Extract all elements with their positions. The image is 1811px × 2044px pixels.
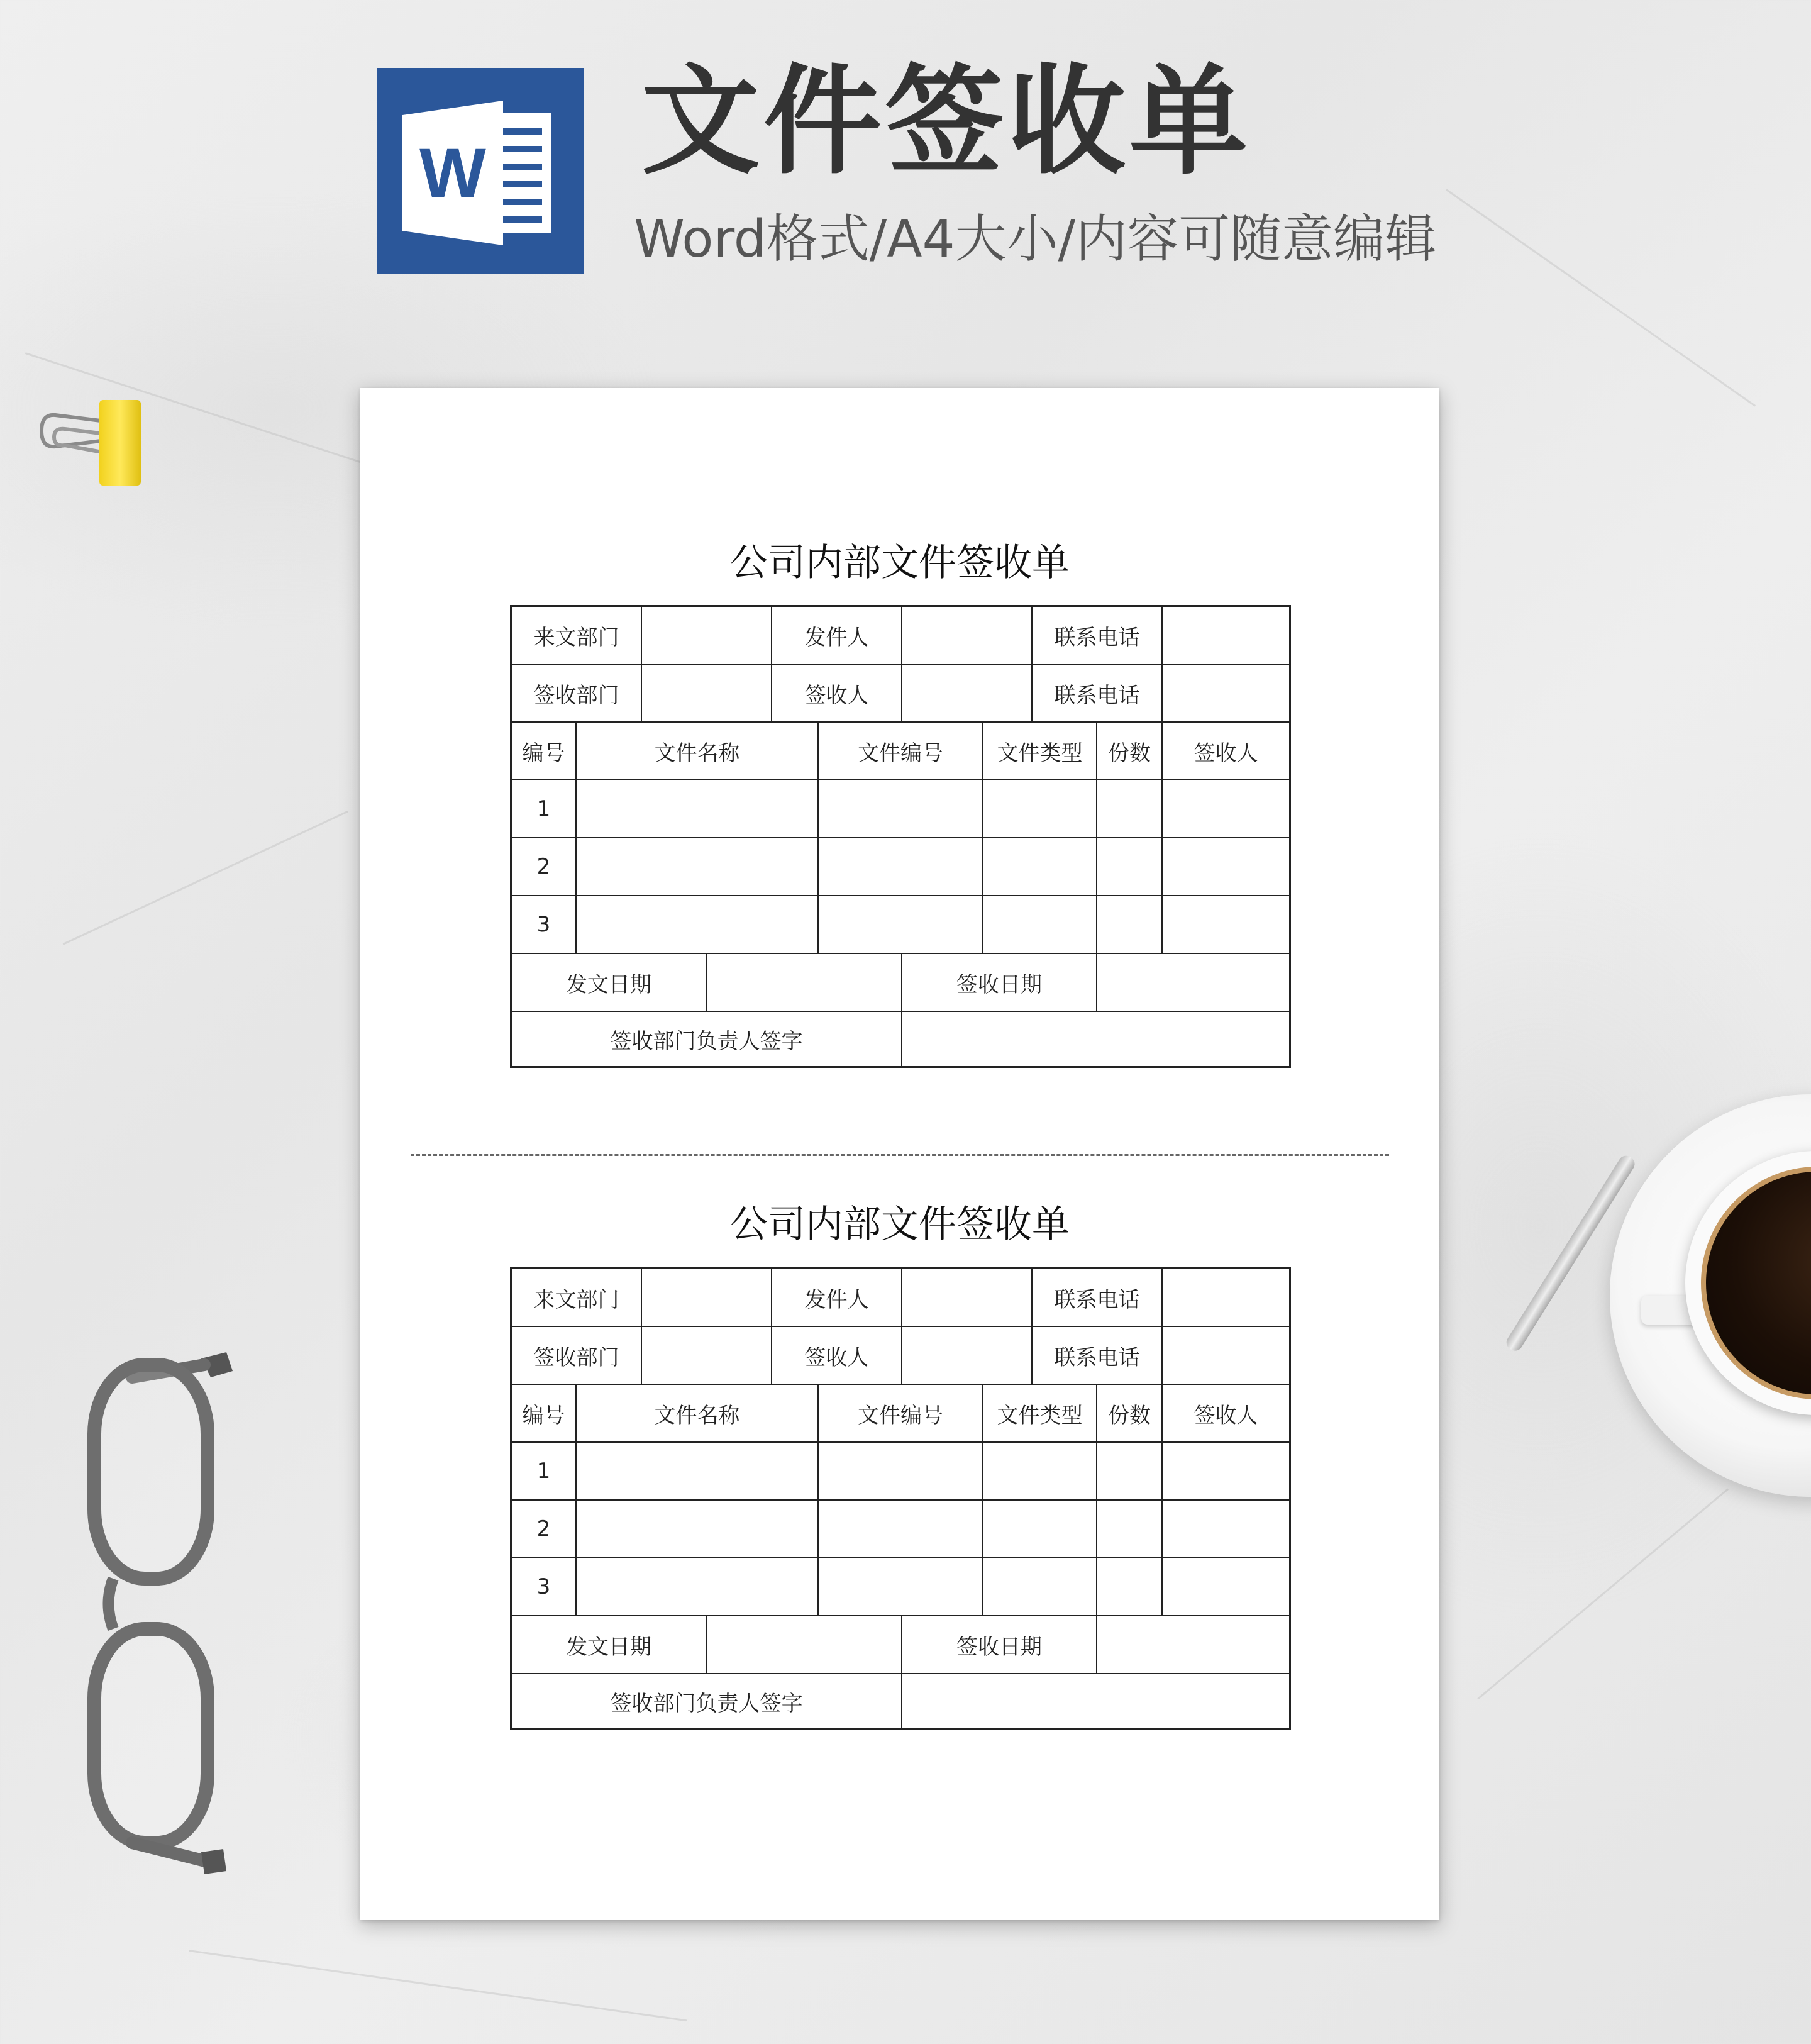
label-sending-dept: 来文部门 bbox=[512, 1269, 642, 1327]
table-cell[interactable] bbox=[819, 1558, 983, 1616]
input-sending-dept[interactable] bbox=[642, 607, 772, 665]
column-header: 份数 bbox=[1097, 723, 1163, 780]
label-send-date: 发文日期 bbox=[512, 1616, 707, 1674]
table-cell[interactable] bbox=[1097, 896, 1163, 954]
column-header: 文件名称 bbox=[577, 723, 819, 780]
table-cell[interactable] bbox=[819, 896, 983, 954]
binder-clip-body bbox=[99, 400, 141, 486]
table-cell[interactable] bbox=[1097, 1443, 1163, 1501]
table-cell[interactable] bbox=[1163, 838, 1289, 896]
label-phone: 联系电话 bbox=[1033, 607, 1163, 665]
table-cell[interactable] bbox=[983, 896, 1097, 954]
table-cell[interactable] bbox=[577, 838, 819, 896]
row-number: 2 bbox=[512, 838, 577, 896]
column-header: 签收人 bbox=[1163, 723, 1289, 780]
page-subtitle: Word格式/A4大小/内容可随意编辑 bbox=[634, 209, 1437, 269]
input-receiver[interactable] bbox=[902, 1327, 1033, 1385]
row-number: 1 bbox=[512, 780, 577, 838]
label-send-date: 发文日期 bbox=[512, 954, 707, 1012]
table-cell[interactable] bbox=[983, 1558, 1097, 1616]
label-receiver: 签收人 bbox=[772, 1327, 902, 1385]
table-cell[interactable] bbox=[1097, 838, 1163, 896]
row-number: 3 bbox=[512, 896, 577, 954]
label-receiver: 签收人 bbox=[772, 665, 902, 723]
form-title: 公司内部文件签收单 bbox=[730, 1203, 1070, 1247]
table-cell[interactable] bbox=[983, 838, 1097, 896]
input-sending-dept[interactable] bbox=[642, 1269, 772, 1327]
table-cell[interactable] bbox=[1163, 780, 1289, 838]
marble-vein bbox=[1477, 1488, 1729, 1700]
input-phone[interactable] bbox=[1163, 1327, 1289, 1385]
row-number: 2 bbox=[512, 1501, 577, 1558]
label-phone: 联系电话 bbox=[1033, 1327, 1163, 1385]
table-cell[interactable] bbox=[983, 1443, 1097, 1501]
input-signature[interactable] bbox=[902, 1012, 1289, 1066]
table-cell[interactable] bbox=[1163, 1501, 1289, 1558]
page-title: 文件签收单 bbox=[641, 53, 1251, 191]
table-cell[interactable] bbox=[983, 1501, 1097, 1558]
input-signature[interactable] bbox=[902, 1674, 1289, 1728]
label-receiving-dept: 签收部门 bbox=[512, 1327, 642, 1385]
row-number: 1 bbox=[512, 1443, 577, 1501]
input-send-date[interactable] bbox=[707, 954, 902, 1012]
label-sender: 发件人 bbox=[772, 607, 902, 665]
table-cell[interactable] bbox=[819, 838, 983, 896]
table-cell[interactable] bbox=[577, 1558, 819, 1616]
table-cell[interactable] bbox=[577, 780, 819, 838]
input-receiving-dept[interactable] bbox=[642, 1327, 772, 1385]
label-sender: 发件人 bbox=[772, 1269, 902, 1327]
table-cell[interactable] bbox=[577, 896, 819, 954]
label-receive-date: 签收日期 bbox=[902, 1616, 1097, 1674]
marble-vein bbox=[1446, 189, 1756, 407]
input-receive-date[interactable] bbox=[1097, 1616, 1289, 1674]
label-receiving-dept: 签收部门 bbox=[512, 665, 642, 723]
word-icon-letter: W bbox=[419, 133, 486, 213]
column-header: 文件类型 bbox=[983, 1385, 1097, 1443]
row-number: 3 bbox=[512, 1558, 577, 1616]
column-header: 编号 bbox=[512, 723, 577, 780]
table-cell[interactable] bbox=[577, 1443, 819, 1501]
marble-vein bbox=[189, 1950, 687, 2021]
table-cell[interactable] bbox=[819, 1443, 983, 1501]
label-phone: 联系电话 bbox=[1033, 1269, 1163, 1327]
column-header: 文件类型 bbox=[983, 723, 1097, 780]
table-cell[interactable] bbox=[1163, 1443, 1289, 1501]
input-receive-date[interactable] bbox=[1097, 954, 1289, 1012]
label-sending-dept: 来文部门 bbox=[512, 607, 642, 665]
input-phone[interactable] bbox=[1163, 607, 1289, 665]
table-cell[interactable] bbox=[1163, 896, 1289, 954]
marble-vein bbox=[62, 811, 348, 945]
column-header: 文件编号 bbox=[819, 723, 983, 780]
label-phone: 联系电话 bbox=[1033, 665, 1163, 723]
form-title: 公司内部文件签收单 bbox=[730, 541, 1070, 585]
table-cell[interactable] bbox=[1163, 1558, 1289, 1616]
column-header: 份数 bbox=[1097, 1385, 1163, 1443]
column-header: 签收人 bbox=[1163, 1385, 1289, 1443]
table-cell[interactable] bbox=[1097, 780, 1163, 838]
label-receive-date: 签收日期 bbox=[902, 954, 1097, 1012]
signoff-table bbox=[510, 605, 1291, 1068]
word-document-icon bbox=[377, 68, 584, 274]
signoff-table bbox=[510, 1267, 1291, 1730]
input-receiving-dept[interactable] bbox=[642, 665, 772, 723]
column-header: 编号 bbox=[512, 1385, 577, 1443]
column-header: 文件名称 bbox=[577, 1385, 819, 1443]
dashed-cut-line bbox=[411, 1154, 1389, 1156]
table-cell[interactable] bbox=[1097, 1501, 1163, 1558]
input-send-date[interactable] bbox=[707, 1616, 902, 1674]
input-receiver[interactable] bbox=[902, 665, 1033, 723]
table-cell[interactable] bbox=[577, 1501, 819, 1558]
label-signature: 签收部门负责人签字 bbox=[512, 1012, 902, 1066]
table-cell[interactable] bbox=[819, 1501, 983, 1558]
table-cell[interactable] bbox=[1097, 1558, 1163, 1616]
input-sender[interactable] bbox=[902, 607, 1033, 665]
input-phone[interactable] bbox=[1163, 665, 1289, 723]
eyeglasses-icon bbox=[69, 1340, 233, 1880]
input-sender[interactable] bbox=[902, 1269, 1033, 1327]
column-header: 文件编号 bbox=[819, 1385, 983, 1443]
label-signature: 签收部门负责人签字 bbox=[512, 1674, 902, 1728]
table-cell[interactable] bbox=[819, 780, 983, 838]
table-cell[interactable] bbox=[983, 780, 1097, 838]
input-phone[interactable] bbox=[1163, 1269, 1289, 1327]
document-paper bbox=[360, 388, 1439, 1920]
